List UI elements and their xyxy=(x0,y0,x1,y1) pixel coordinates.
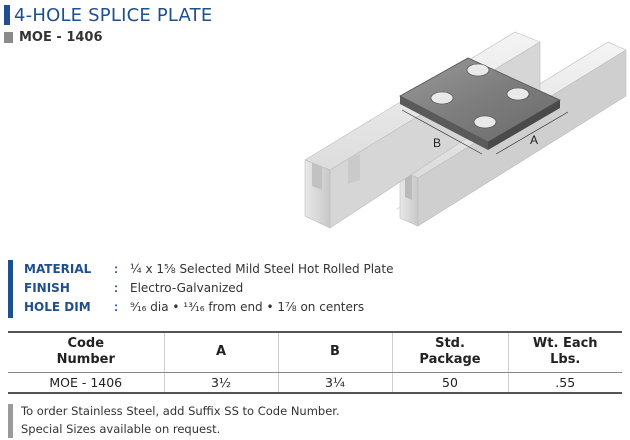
cell-package: 50 xyxy=(392,372,508,393)
table-row xyxy=(8,372,622,393)
spec-colon: : xyxy=(114,281,119,295)
page-title: 4-HOLE SPLICE PLATE xyxy=(14,4,213,26)
spec-finish xyxy=(24,279,243,297)
cell-code: MOE - 1406 xyxy=(8,372,164,393)
spec-label: FINISH xyxy=(24,281,70,295)
spec-label: MATERIAL xyxy=(24,262,92,276)
cell-b: 3¼ xyxy=(278,372,392,393)
spec-value: ⁹⁄₁₆ dia • ¹³⁄₁₆ from end • 1⅞ on centers xyxy=(130,300,365,314)
spec-value: Electro-Galvanized xyxy=(130,281,244,295)
header-code-number: Code Number xyxy=(8,332,164,372)
notes-block xyxy=(8,402,478,438)
product-table xyxy=(8,331,622,394)
table-header-row xyxy=(8,332,622,372)
cell-a: 3½ xyxy=(164,372,278,393)
title-row xyxy=(4,4,212,26)
header-weight: Wt. Each Lbs. xyxy=(508,332,622,372)
spec-colon: : xyxy=(114,262,119,276)
spec-block xyxy=(8,260,478,320)
subtitle-row xyxy=(4,29,103,45)
product-code: MOE - 1406 xyxy=(19,29,103,45)
spec-material xyxy=(24,260,393,278)
note-stainless: To order Stainless Steel, add Suffix SS to Code Number. xyxy=(21,404,340,418)
spec-value: ¼ x 1⅝ Selected Mild Steel Hot Rolled Plate xyxy=(130,262,394,276)
title-accent-bar xyxy=(4,5,10,25)
spec-hole-dim xyxy=(24,298,364,316)
spec-label: HOLE DIM xyxy=(24,300,91,314)
header-a: A xyxy=(164,332,278,372)
notes-accent-bar xyxy=(8,404,13,438)
header-std-package: Std. Package xyxy=(392,332,508,372)
spec-colon: : xyxy=(114,300,119,314)
subtitle-accent-bar xyxy=(4,32,13,43)
dimension-label-a: A xyxy=(530,133,539,147)
dimension-label-b: B xyxy=(433,136,442,150)
header-b: B xyxy=(278,332,392,372)
cell-weight: .55 xyxy=(508,372,622,393)
splice-plate-illustration xyxy=(290,30,630,240)
note-special-sizes: Special Sizes available on request. xyxy=(21,422,221,436)
spec-accent-bar xyxy=(8,260,13,318)
